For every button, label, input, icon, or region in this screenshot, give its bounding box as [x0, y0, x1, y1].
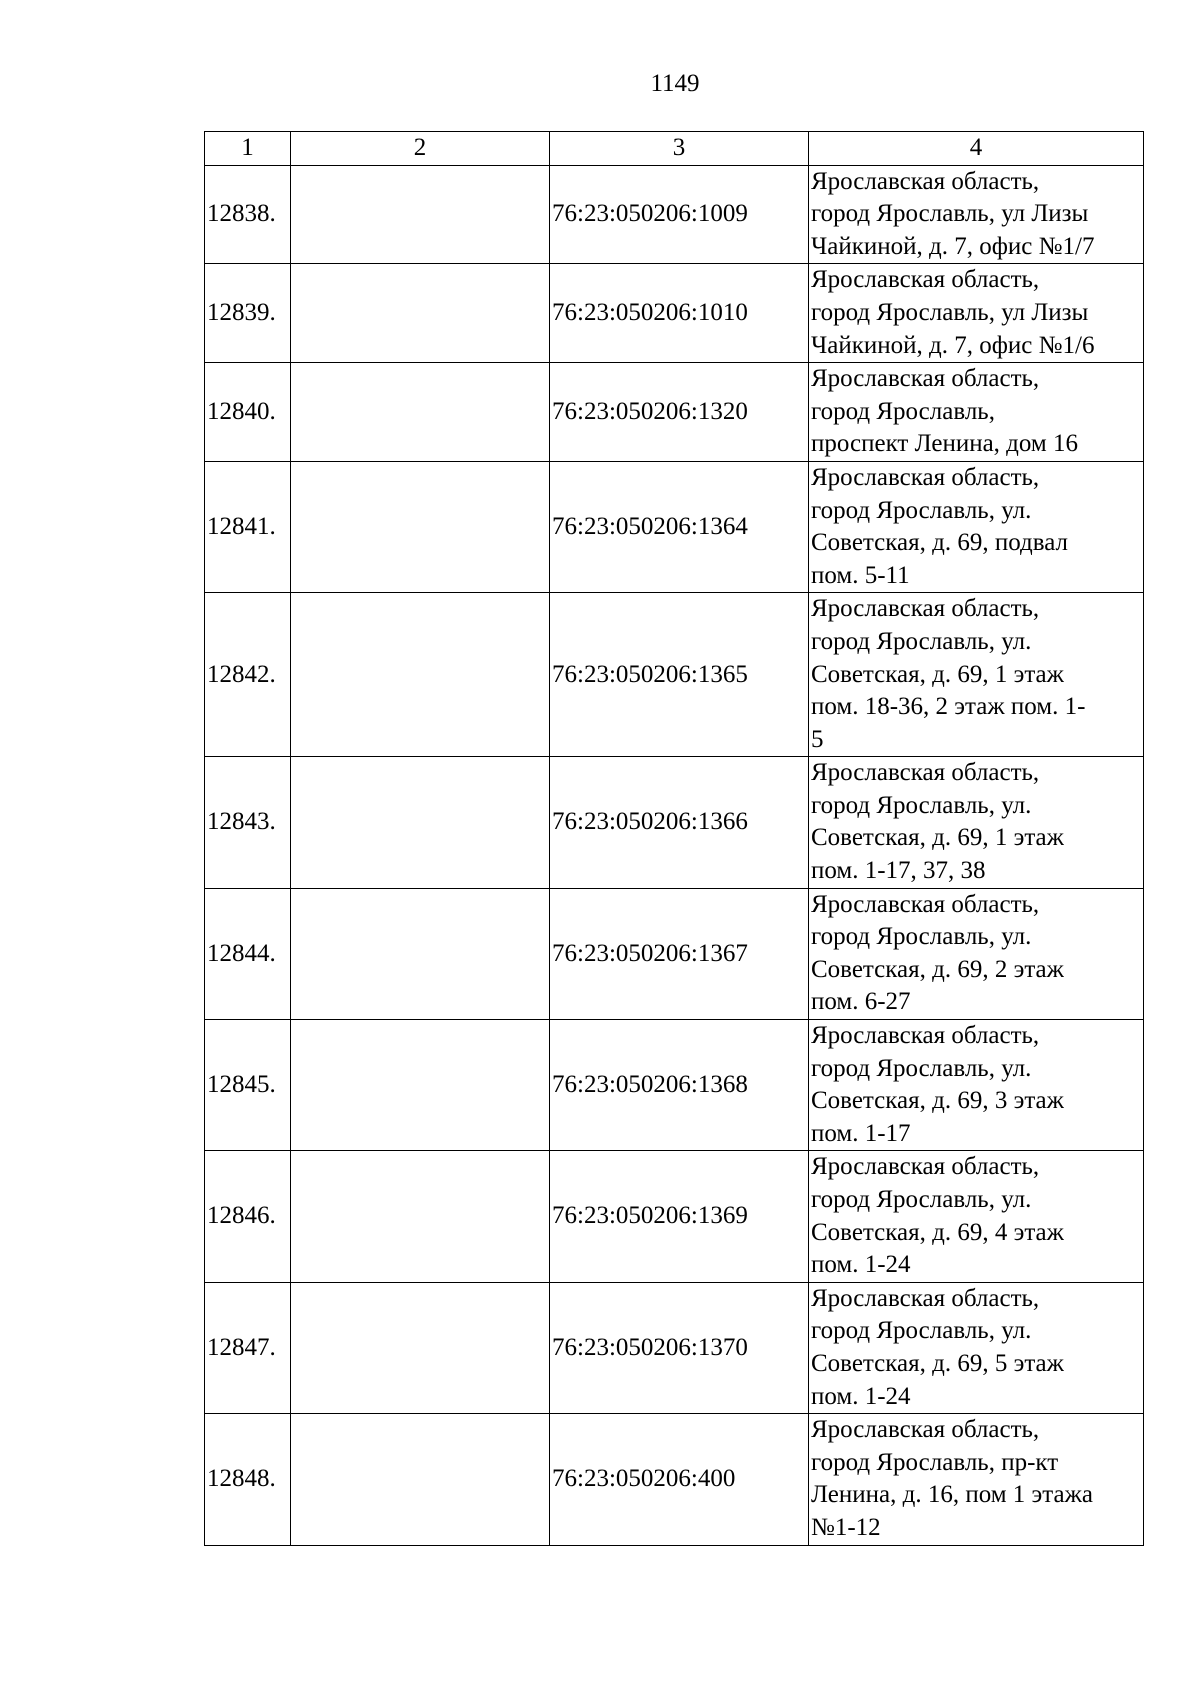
row-number: 12844.	[205, 888, 291, 1019]
row-number: 12839.	[205, 264, 291, 363]
row-col2	[291, 593, 550, 757]
column-header-1: 1	[205, 132, 291, 166]
row-col2	[291, 757, 550, 888]
address: Ярославская область, город Ярославль, ул Лизы Чайкиной, д. 7, офис №1/7	[809, 165, 1144, 264]
registry-table	[204, 131, 1144, 1546]
row-col2	[291, 461, 550, 592]
address: Ярославская область, город Ярославль, ул. Советская, д. 69, 4 этаж пом. 1-24	[809, 1151, 1144, 1282]
table-row	[205, 165, 1144, 264]
cadastral-number: 76:23:050206:1368	[550, 1020, 809, 1151]
cadastral-number: 76:23:050206:1370	[550, 1282, 809, 1413]
address: Ярославская область, город Ярославль, ул. Советская, д. 69, 5 этаж пом. 1-24	[809, 1282, 1144, 1413]
row-number: 12846.	[205, 1151, 291, 1282]
row-col2	[291, 1020, 550, 1151]
table-row	[205, 593, 1144, 757]
row-number: 12838.	[205, 165, 291, 264]
cadastral-number: 76:23:050206:1365	[550, 593, 809, 757]
table-row	[205, 1151, 1144, 1282]
address: Ярославская область, город Ярославль, ул Лизы Чайкиной, д. 7, офис №1/6	[809, 264, 1144, 363]
address: Ярославская область, город Ярославль, ул. Советская, д. 69, 3 этаж пом. 1-17	[809, 1020, 1144, 1151]
row-col2	[291, 165, 550, 264]
header-row	[205, 132, 1144, 166]
row-number: 12845.	[205, 1020, 291, 1151]
row-col2	[291, 1282, 550, 1413]
row-number: 12842.	[205, 593, 291, 757]
page-number: 1149	[650, 70, 700, 97]
cadastral-number: 76:23:050206:1364	[550, 461, 809, 592]
row-col2	[291, 888, 550, 1019]
row-number: 12841.	[205, 461, 291, 592]
cadastral-number: 76:23:050206:1369	[550, 1151, 809, 1282]
row-col2	[291, 264, 550, 363]
table-row	[205, 264, 1144, 363]
row-col2	[291, 1151, 550, 1282]
address: Ярославская область, город Ярославль, пр-кт Ленина, д. 16, пом 1 этажа №1-12	[809, 1414, 1144, 1545]
table-row	[205, 1282, 1144, 1413]
cadastral-number: 76:23:050206:400	[550, 1414, 809, 1545]
column-header-4: 4	[809, 132, 1144, 166]
table-row	[205, 363, 1144, 462]
table-row	[205, 461, 1144, 592]
table-row	[205, 1020, 1144, 1151]
address: Ярославская область, город Ярославль, проспект Ленина, дом 16	[809, 363, 1144, 462]
address: Ярославская область, город Ярославль, ул. Советская, д. 69, подвал пом. 5-11	[809, 461, 1144, 592]
row-number: 12840.	[205, 363, 291, 462]
column-header-3: 3	[550, 132, 809, 166]
row-col2	[291, 363, 550, 462]
row-number: 12847.	[205, 1282, 291, 1413]
table-row	[205, 757, 1144, 888]
cadastral-number: 76:23:050206:1367	[550, 888, 809, 1019]
cadastral-number: 76:23:050206:1009	[550, 165, 809, 264]
table-row	[205, 888, 1144, 1019]
address: Ярославская область, город Ярославль, ул. Советская, д. 69, 1 этаж пом. 18-36, 2 этаж пом. 1- 5	[809, 593, 1144, 757]
cadastral-number: 76:23:050206:1010	[550, 264, 809, 363]
address: Ярославская область, город Ярославль, ул. Советская, д. 69, 1 этаж пом. 1-17, 37, 38	[809, 757, 1144, 888]
column-header-2: 2	[291, 132, 550, 166]
row-number: 12848.	[205, 1414, 291, 1545]
cadastral-number: 76:23:050206:1320	[550, 363, 809, 462]
table-row	[205, 1414, 1144, 1545]
cadastral-number: 76:23:050206:1366	[550, 757, 809, 888]
row-number: 12843.	[205, 757, 291, 888]
row-col2	[291, 1414, 550, 1545]
address: Ярославская область, город Ярославль, ул. Советская, д. 69, 2 этаж пом. 6-27	[809, 888, 1144, 1019]
